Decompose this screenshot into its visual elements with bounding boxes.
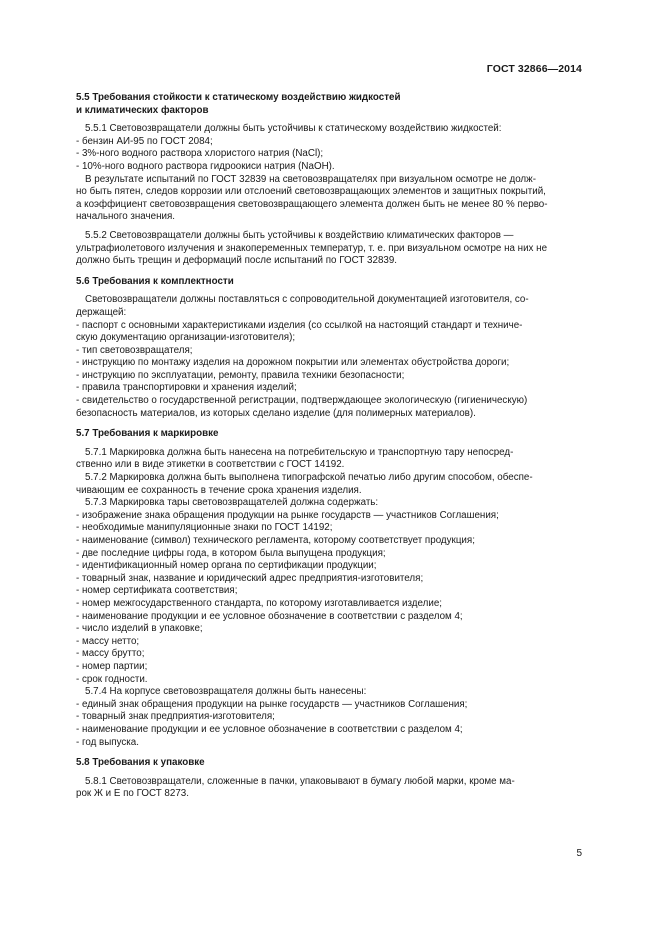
paragraph-line: а коэффициент световозвращения световозвращающего элемента должен быть не менее 80 % перво- xyxy=(76,198,548,210)
list-item: - 3%-ного водного раствора хлористого натрия (NaCl); xyxy=(76,148,324,160)
list-item: - номер сертификата соответствия; xyxy=(76,585,238,597)
list-item: - идентификационный номер органа по сертификации продукции; xyxy=(76,560,377,572)
paragraph-line: чивающим ее сохранность в течение срока хранения изделия. xyxy=(76,484,362,496)
list-item: - наименование продукции и ее условное обозначение в соответствии с разделом 4; xyxy=(76,723,463,735)
section-title: 5.6 Требования к комплектности xyxy=(76,275,234,287)
paragraph-line: Световозвращатели должны поставляться с сопроводительной документацией изготовителя, со- xyxy=(85,294,529,306)
page-content xyxy=(76,92,581,801)
paragraph-line: ультрафиолетового излучения и знакопеременных температур, т. е. при визуальном осмотре на них не xyxy=(76,242,548,254)
list-item: - номер межгосударственного стандарта, по которому изготавливается изделие; xyxy=(76,597,443,609)
list-item: - свидетельство о государственной регистрации, подтверждающее экологическую (гигиеническую) xyxy=(76,395,528,407)
list-item: - инструкцию по эксплуатации, ремонту, правила техники безопасности; xyxy=(76,369,405,381)
list-item: - массу нетто; xyxy=(76,635,140,647)
list-item: - паспорт с основными характеристиками изделия (со ссылкой на настоящий стандарт и техниче- xyxy=(76,319,523,331)
list-item: - правила транспортировки и хранения изделий; xyxy=(76,382,297,394)
list-item: - массу брутто; xyxy=(76,648,145,660)
list-item: - изображение знака обращения продукции на рынке государств — участников Соглашения; xyxy=(76,509,499,521)
list-item: - необходимые манипуляционные знаки по ГОСТ 14192; xyxy=(76,522,333,534)
list-item: - тип световозвращателя; xyxy=(76,344,193,356)
section-title: 5.5 Требования стойкости к статическому воздействию жидкостей xyxy=(76,92,401,103)
paragraph-line: скую документацию организации-изготовителя); xyxy=(76,332,296,344)
section-5-6 xyxy=(76,276,581,421)
section-title: 5.8 Требования к упаковке xyxy=(76,757,205,769)
paragraph-line: ственно или в виде этикетки в соответствии с ГОСТ 14192. xyxy=(76,459,345,471)
list-item: - номер партии; xyxy=(76,660,148,672)
paragraph-line: 5.8.1 Световозвращатели, сложенные в пачки, упаковывают в бумагу любой марки, кроме ма- xyxy=(85,775,515,787)
list-item: - товарный знак предприятия-изготовителя; xyxy=(76,711,275,723)
list-item: - наименование продукции и ее условное обозначение в соответствии с разделом 4; xyxy=(76,610,463,622)
list-item: - наименование (символ) технического регламента, которому соответствует продукция; xyxy=(76,535,475,546)
paragraph-line: должно быть трещин и деформаций после испытаний по ГОСТ 32839. xyxy=(76,255,398,267)
list-item: - единый знак обращения продукции на рынке государств — участников Соглашения; xyxy=(76,698,468,710)
paragraph-line: начального значения. xyxy=(76,211,176,223)
section-title: и климатических факторов xyxy=(76,104,209,116)
section-5-7 xyxy=(76,428,581,749)
paragraph-line: 5.5.2 Световозвращатели должны быть устойчивы к воздействию климатических факторов — xyxy=(85,229,514,241)
list-item: - число изделий в упаковке; xyxy=(76,623,203,635)
list-item: - 10%-ного водного раствора гидроокиси натрия (NaOH). xyxy=(76,160,335,172)
standard-header: ГОСТ 32866—2014 xyxy=(486,63,582,75)
paragraph-line: 5.5.1 Световозвращатели должны быть устойчивы к статическому воздействию жидкостей: xyxy=(85,123,502,135)
paragraph-line: 5.7.4 На корпусе световозвращателя должны быть нанесены: xyxy=(85,686,367,698)
page-number: 5 xyxy=(576,848,582,859)
list-item: - товарный знак, название и юридический адрес предприятия-изготовителя; xyxy=(76,572,424,584)
list-item: - бензин АИ-95 по ГОСТ 2084; xyxy=(76,135,213,147)
section-5-8 xyxy=(76,757,581,801)
paragraph-line: 5.7.3 Маркировка тары световозвращателей должна содержать: xyxy=(85,497,379,509)
paragraph-line: но быть пятен, следов коррозии или отслоений световозвращающих элементов и защитных покрытий, xyxy=(76,186,546,198)
paragraph-line: держащей: xyxy=(76,306,127,318)
section-5-5 xyxy=(76,92,581,268)
list-item: - год выпуска. xyxy=(76,736,139,748)
paragraph-line: безопасность материалов, из которых сделано изделие (для полимерных материалов). xyxy=(76,407,476,419)
section-title: 5.7 Требования к маркировке xyxy=(76,428,219,440)
list-item: - инструкцию по монтажу изделия на дорожном покрытии или элементах обустройства дороги; xyxy=(76,357,510,369)
list-item: - две последние цифры года, в котором была выпущена продукция; xyxy=(76,547,386,559)
list-item: - срок годности. xyxy=(76,673,148,685)
paragraph-line: 5.7.2 Маркировка должна быть выполнена типографской печатью либо другим способом, обеспе- xyxy=(85,472,533,484)
paragraph-line: 5.7.1 Маркировка должна быть нанесена на потребительскую и транспортную тару непосред- xyxy=(85,446,514,458)
paragraph-line: В результате испытаний по ГОСТ 32839 на световозвращателях при визуальном осмотре не долж- xyxy=(85,173,536,185)
paragraph-line: рок Ж и Е по ГОСТ 8273. xyxy=(76,788,189,800)
